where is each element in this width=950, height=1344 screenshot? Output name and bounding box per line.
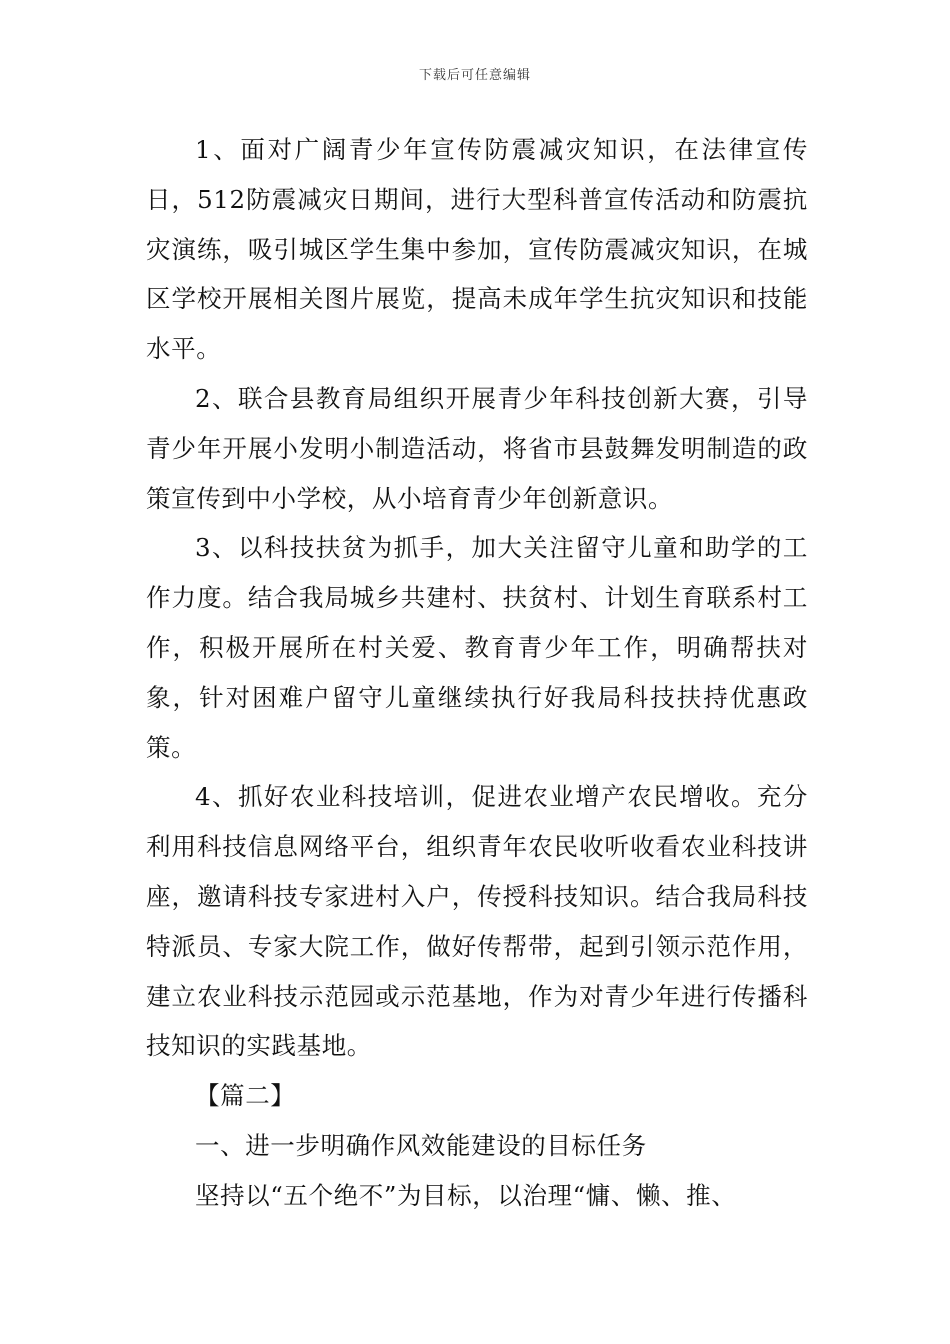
paragraph-2: 2、联合县教育局组织开展青少年科技创新大赛，引导青少年开展小发明小制造活动，将省市县鼓舞发明制造的政策宣传到中小学校，从小培育青少年创新意识。 xyxy=(146,383,808,513)
page-header: 下载后可任意编辑 xyxy=(418,68,531,83)
paragraph-3: 3、以科技扶贫为抓手，加大关注留守儿童和助学的工作力度。结合我局城乡共建村、扶贫村、计划生育联系村工作，积极开展所在村关爱、教育青少年工作，明确帮扶对象，针对困难户留守儿童继续执行好我局科技扶持优惠政策。 xyxy=(146,533,808,762)
paragraph-1: 1、面对广阔青少年宣传防震减灾知识，在法律宣传日，512防震减灾日期间，进行大型科普宣传活动和防震抗灾演练，吸引城区学生集中参加，宣传防震减灾知识，在城区学校开展相关图片展览，提高未成年学生抗灾知识和技能水平。 xyxy=(146,135,808,364)
paragraph-4: 4、抓好农业科技培训，促进农业增产农民增收。充分利用科技信息网络平台，组织青年农民收听收看农业科技讲座，邀请科技专家进村入户，传授科技知识。结合我局科技特派员、专家大院工作，做好传帮带，起到引领示范作用，建立农业科技示范园或示范基地，作为对青少年进行传播科技知识的实践基地。 xyxy=(146,782,808,1061)
subsection-heading: 一、进一步明确作风效能建设的目标任务 xyxy=(195,1130,647,1160)
document-body xyxy=(146,125,808,1221)
section-heading: 【篇二】 xyxy=(195,1081,296,1111)
paragraph-5: 坚持以“五个绝不”为目标，以治理“慵、懒、推、 xyxy=(195,1180,737,1210)
